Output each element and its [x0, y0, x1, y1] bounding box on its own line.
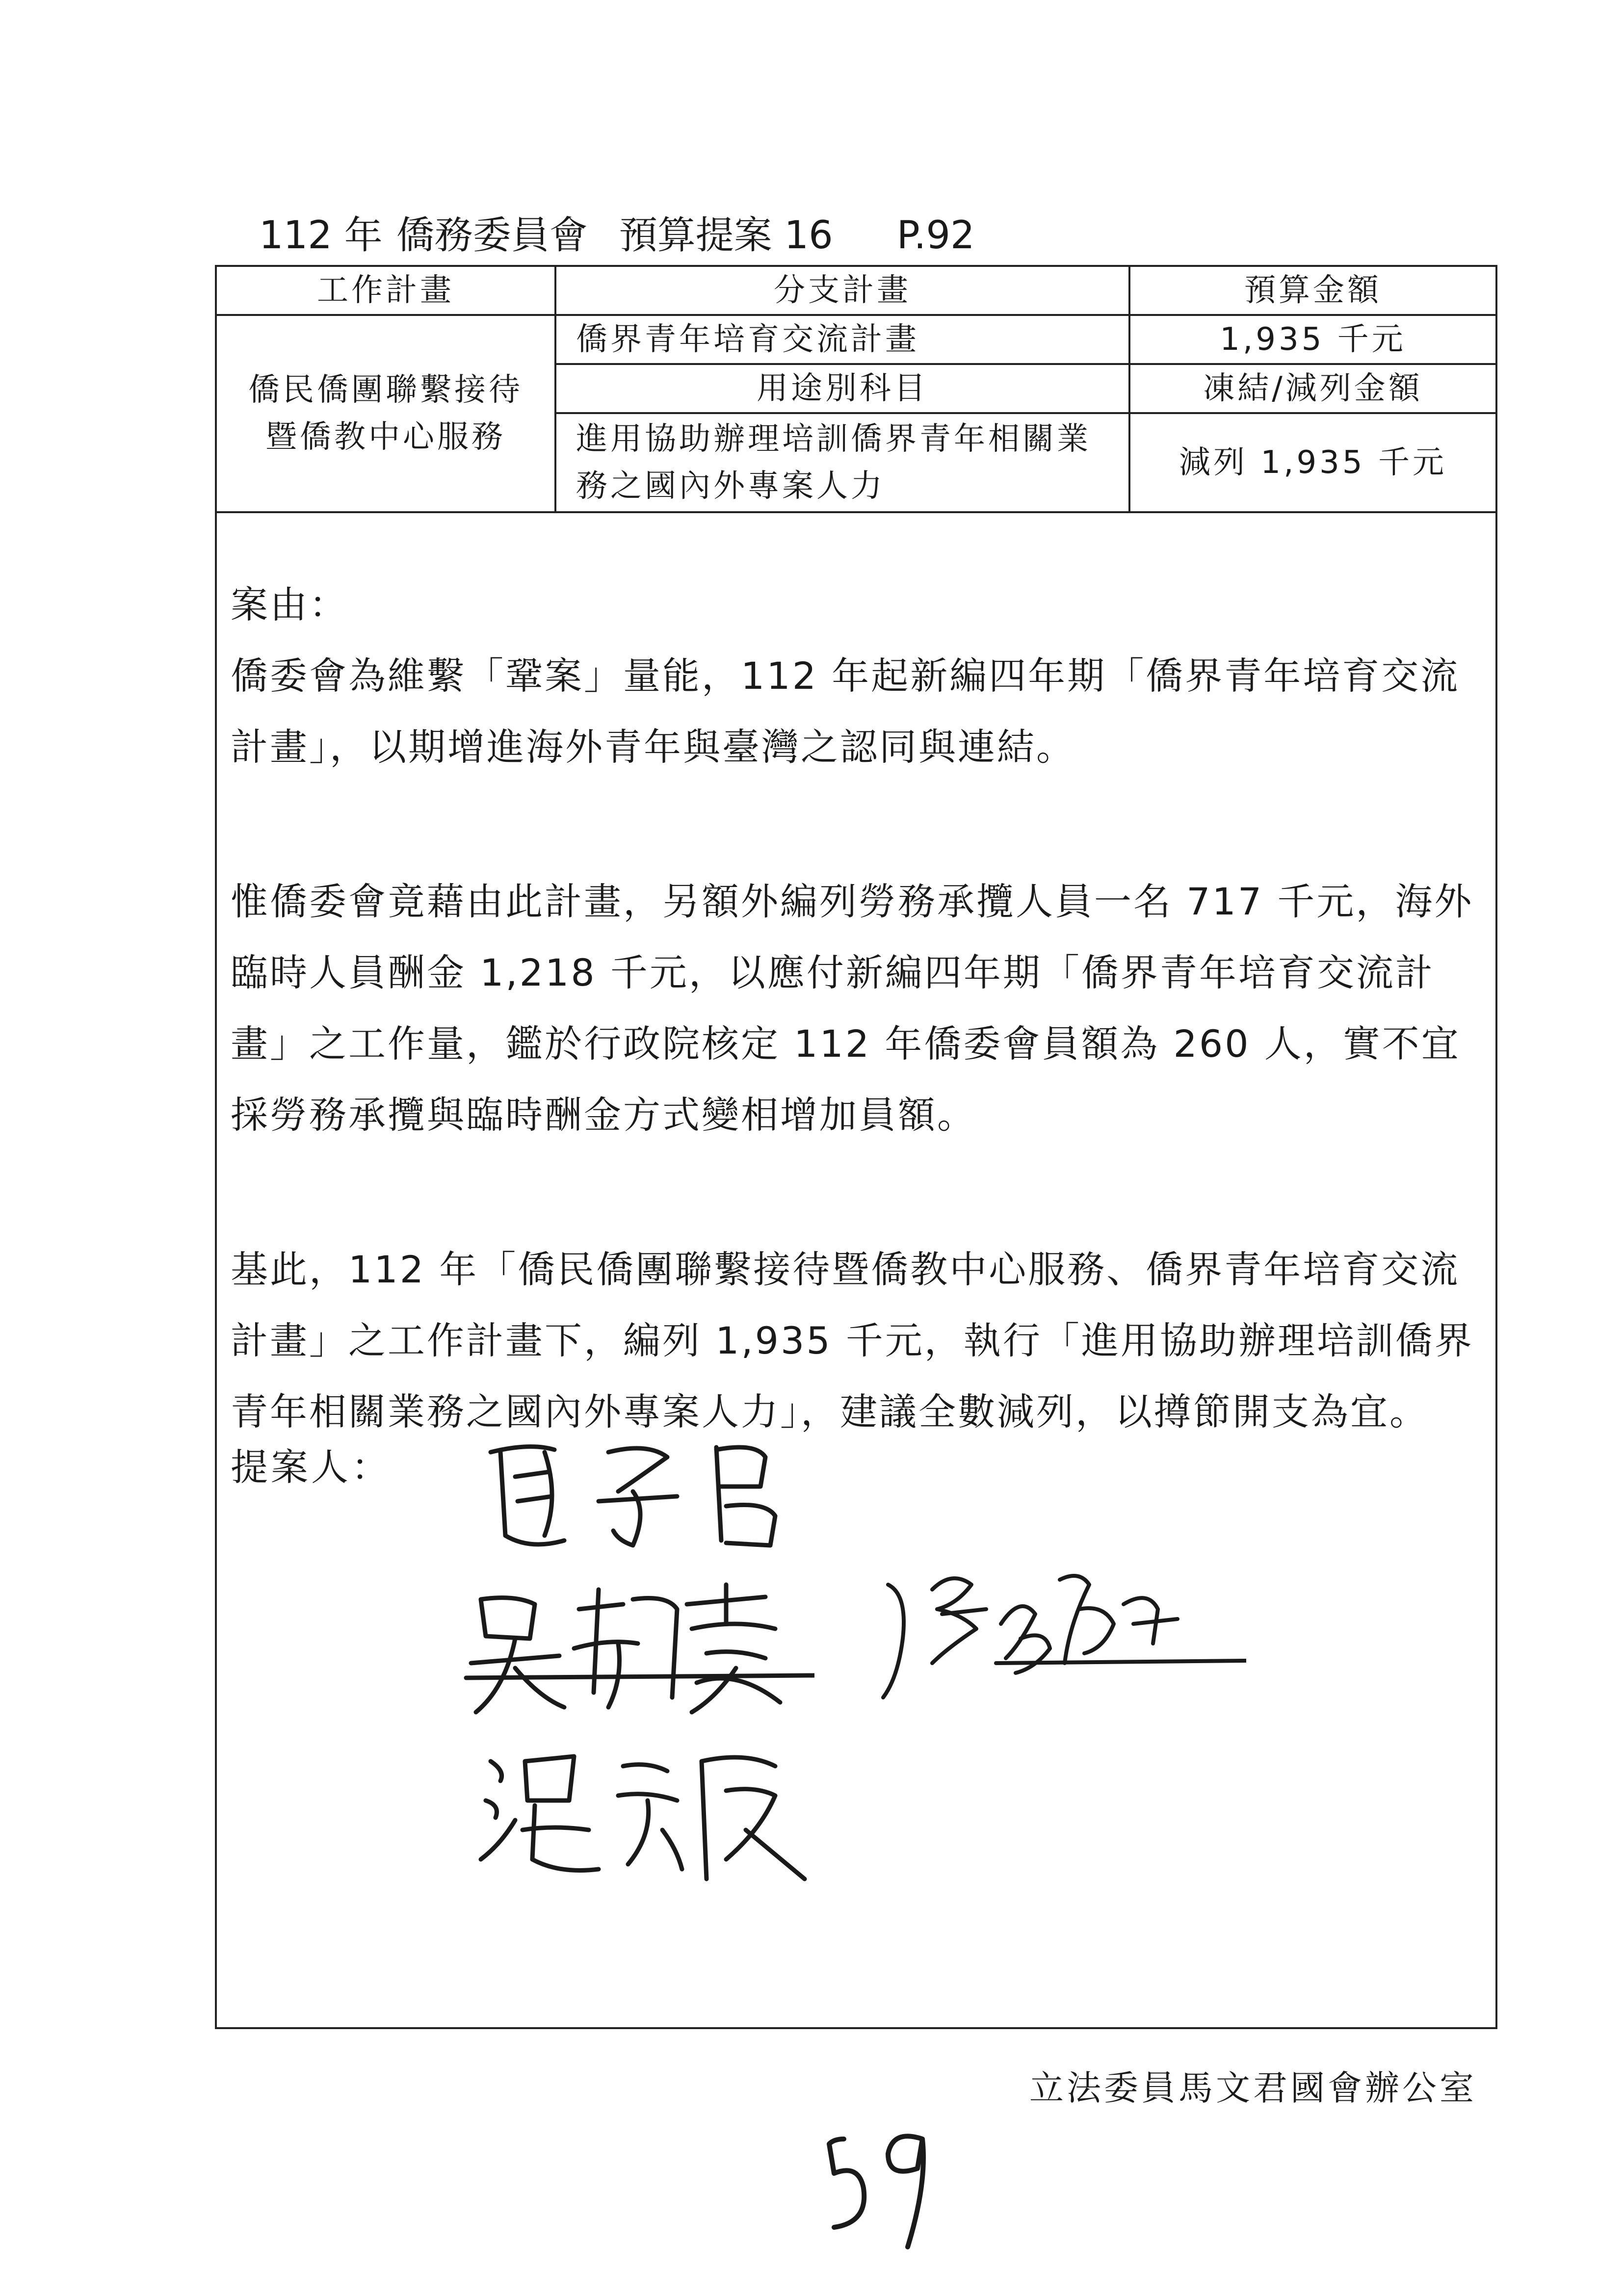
col-sub-plan: 分支計畫 [555, 267, 1129, 315]
table-header-row [217, 267, 1495, 315]
paragraph-2: 惟僑委會竟藉由此計畫，另額外編列勞務承攬人員一名 717 千元，海外臨時人員酬金 1,218 千元，以應付新編四年期「僑界青年培育交流計畫」之工作量，鑑於行政院核定 112 年僑委會員額為 260 人，實不宜採勞務承攬與臨時酬金方式變相增加員額。 [231, 880, 1474, 1137]
proposer-label: 提案人： [231, 1445, 392, 1489]
table-row [217, 315, 1495, 364]
signature-4 [471, 1732, 824, 1899]
sub-plan-value: 僑界青年培育交流計畫 [555, 315, 1129, 364]
office-footer: 立法委員馬文君國會辦公室 [1029, 2068, 1477, 2108]
header-proposal: 預算提案 16 [619, 213, 833, 258]
freeze-reduce-value: 減列 1,935 千元 [1129, 413, 1495, 512]
budget-amount-value: 1,935 千元 [1129, 315, 1495, 364]
handwritten-page-number [814, 2110, 942, 2257]
paragraph-gap [231, 1150, 1477, 1234]
header-org: 僑務委員會 [396, 213, 588, 258]
signature-1 [471, 1423, 814, 1570]
paragraph-1: 僑委會為維繫「鞏案」量能，112 年起新編四年期「僑界青年培育交流計畫」，以期增進海外青年與臺灣之認同與連結。 [231, 654, 1460, 769]
work-plan-value: 僑民僑團聯繫接待暨僑教中心服務 [217, 315, 555, 512]
use-category-label: 用途別科目 [555, 364, 1129, 413]
reason-label: 案由： [231, 583, 348, 626]
document-header [259, 206, 975, 265]
budget-table [217, 267, 1495, 513]
col-work-plan: 工作計畫 [217, 267, 555, 315]
signature-3 [873, 1550, 1246, 1707]
freeze-reduce-label: 凍結/減列金額 [1129, 364, 1495, 413]
col-budget-amount: 預算金額 [1129, 267, 1495, 315]
header-page: P.92 [896, 213, 975, 258]
paragraph-3: 基此，112 年「僑民僑團聯繫接待暨僑教中心服務、僑界青年培育交流計畫」之工作計畫下，編列 1,935 千元，執行「進用協助辦理培訓僑界青年相關業務之國內外專案人力」，建議全數減列，以撙節開支為宜。 [231, 1248, 1474, 1434]
paragraph-gap [231, 783, 1477, 866]
proposal-body [231, 569, 1477, 1447]
signature-2 [461, 1570, 814, 1727]
use-category-value: 進用協助辦理培訓僑界青年相關業務之國內外專案人力 [555, 413, 1129, 512]
header-year: 112 年 [259, 213, 383, 258]
